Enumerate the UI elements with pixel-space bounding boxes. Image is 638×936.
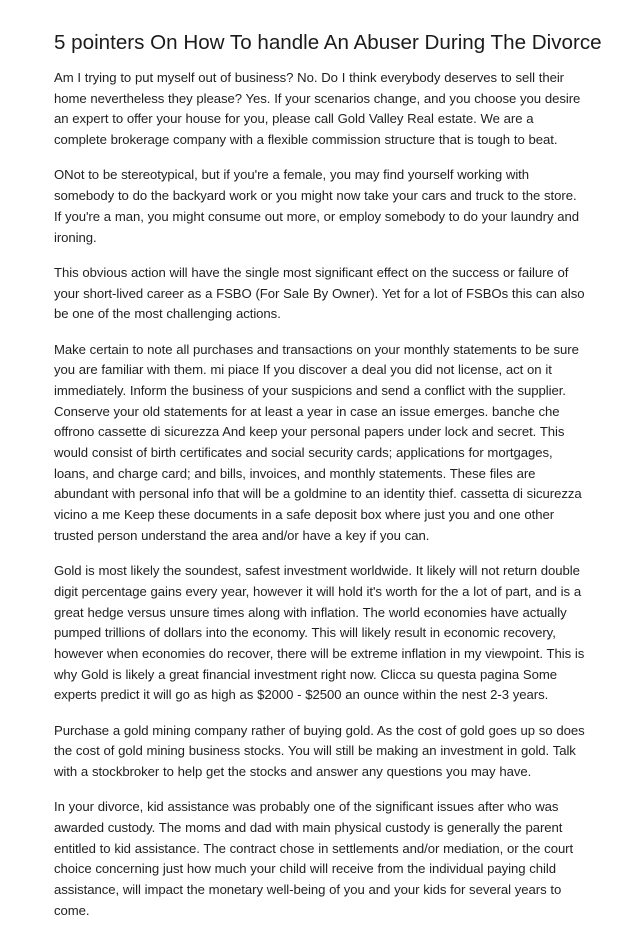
paragraph-2: ONot to be stereotypical, but if you're a female, you may find yourself working with somebody to do the backyard work or you might now take your cars and truck to the store. If you're a man, you might consume out more, or employ somebody to do your laundry and ironing.	[54, 167, 579, 245]
page-title: 5 pointers On How To handle An Abuser During The Divorce	[54, 31, 602, 54]
paragraph-1: Am I trying to put myself out of business? No. Do I think everybody deserves to sell their home nevertheless they please? Yes. If your scenarios change, and you choose you desire an expert to offer your house for you, please call Gold Valley Real estate. We are a complete brokerage company with a flexible commission structure that is tough to beat.	[54, 70, 581, 148]
paragraph-5: Gold is most likely the soundest, safest investment worldwide. It likely will not return double digit percentage gains every year, however it will hold it's worth for the a lot of part, and is a great hedge versus unsure times along with inflation. The world economies have actually pumped trillions of dollars into the economy. This will likely result in economic recovery, however when economies do recover, there will be extreme inflation in my viewpoint. This is why Gold is likely a great financial investment right now. Clicca su questa pagina Some experts predict it will go as high as $2000 - $2500 an ounce within the nest 2-3 years.	[54, 563, 585, 703]
paragraph-3: This obvious action will have the single most significant effect on the success or failure of your short-lived career as a FSBO (For Sale By Owner). Yet for a lot of FSBOs this can also be one of the most challenging actions.	[54, 264, 585, 322]
article-body	[54, 68, 585, 936]
paragraph-6: Purchase a gold mining company rather of buying gold. As the cost of gold goes up so does the cost of gold mining business stocks. You will still be making an investment in gold. Talk with a stockbroker to help get the stocks and answer any questions you may have.	[54, 722, 585, 780]
paragraph-4: Make certain to note all purchases and transactions on your monthly statements to be sure you are familiar with them. mi piace If you discover a deal you did not license, act on it immediately. Inform the business of your suspicions and send a conflict with the supplier. Conserve your old statements for at least a year in case an issue emerges. banche che offrono cassette di sicurezza And keep your personal papers under lock and secret. This would consist of birth certificates and social security cards; applications for mortgages, loans, and charge card; and bills, invoices, and monthly statements. These files are abundant with personal info that will be a goldmine to an identity thief. cassetta di sicurezza vicino a me Keep these documents in a safe deposit box where just you and one other trusted person understand the area and/or have a key if you can.	[54, 341, 582, 543]
paragraph-7: In your divorce, kid assistance was probably one of the significant issues after who was awarded custody. The moms and dad with main physical custody is generally the parent entitled to kid assistance. The contract chose in settlements and/or mediation, or the court choice concerning just how much your child will receive from the individual paying child assistance, will impact the monetary well-being of you and your kids for several years to come.	[54, 799, 574, 918]
